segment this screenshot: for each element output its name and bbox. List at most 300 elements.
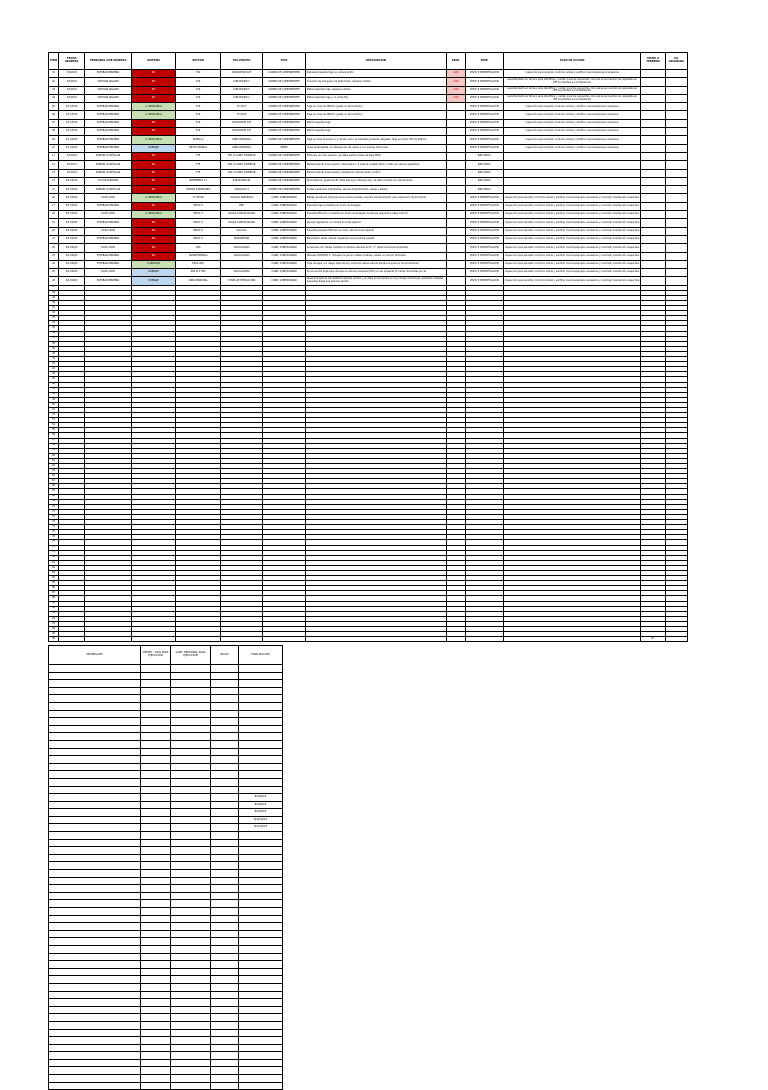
cell-prio bbox=[447, 260, 465, 268]
cell-fecha: 2/11/2023 bbox=[59, 128, 85, 136]
cell-oc bbox=[665, 86, 687, 94]
cell-item: 73 bbox=[49, 520, 59, 525]
materials-cell bbox=[141, 999, 171, 1007]
table-row bbox=[49, 277, 688, 285]
cell-item: 41 bbox=[49, 357, 59, 362]
cell-prio bbox=[447, 252, 465, 260]
cell-oc bbox=[665, 128, 687, 136]
materials-cell bbox=[211, 672, 239, 680]
cell-item: 31 bbox=[49, 306, 59, 311]
cell-sistema: RO bbox=[131, 186, 175, 194]
cell-desc: Mantenimiento línea superior (instalación válvula piloto y tubín) bbox=[305, 169, 447, 177]
materials-cell bbox=[141, 923, 171, 931]
cell-item: 57 bbox=[49, 438, 59, 443]
materials-cell bbox=[171, 839, 211, 847]
cell-tag: SUB-MATRIZ 81 bbox=[220, 177, 262, 185]
materials-cell bbox=[141, 900, 171, 908]
cell-item: 81 bbox=[49, 560, 59, 565]
log-header-cell: PLAN DE ACCIÓN bbox=[503, 53, 641, 70]
materials-cell bbox=[141, 1075, 171, 1083]
cell-visita bbox=[641, 86, 665, 94]
cell-fase: VISITA E IDENTIFICACIÓN bbox=[465, 277, 503, 285]
cell-tag: VÁLVULA/MAS bbox=[220, 252, 262, 260]
cell-tipo: COND. SUBESTANDAR bbox=[263, 277, 305, 285]
materials-cell bbox=[49, 999, 141, 1007]
cell-sistema: A. INDUSTRIAL bbox=[131, 211, 175, 219]
cell-item: 06 bbox=[49, 111, 59, 119]
cell-tag: SUB-MATRIZ 1 bbox=[220, 78, 262, 86]
materials-cell bbox=[211, 1082, 239, 1090]
cell-tipo: COND. SUBESTANDAR bbox=[263, 219, 305, 227]
cell-plan bbox=[503, 152, 641, 160]
cell-visita bbox=[641, 103, 665, 111]
cell-item: 18 bbox=[49, 211, 59, 219]
table-row bbox=[49, 885, 283, 893]
cell-fase: VISITA E IDENTIFICACIÓN bbox=[465, 235, 503, 243]
materials-cell: 8/12/2023 bbox=[239, 816, 283, 824]
materials-cell bbox=[211, 938, 239, 946]
cell-plan: Inspección para levantar condición actual y verificar insumos/equipos necesarios y coordinar mantención respectiva bbox=[503, 252, 641, 260]
table-row bbox=[49, 953, 283, 961]
table-row bbox=[49, 269, 688, 277]
materials-cell bbox=[49, 725, 141, 733]
table-row bbox=[49, 892, 283, 900]
cell-fecha: 8/13/2023 bbox=[59, 219, 85, 227]
cell-desc: Matriz presenta fuga y no corta flujo bbox=[305, 94, 447, 102]
cell-prio bbox=[447, 637, 465, 642]
materials-cell bbox=[141, 1037, 171, 1045]
materials-cell bbox=[239, 1014, 283, 1022]
cell-sector: TTP bbox=[176, 161, 220, 169]
materials-cell bbox=[171, 733, 211, 741]
cell-visita bbox=[641, 260, 665, 268]
cell-sistema: RO bbox=[131, 128, 175, 136]
materials-cell bbox=[239, 680, 283, 688]
cell-tipo: COND. SUBESTANDAR bbox=[263, 227, 305, 235]
cell-visita bbox=[641, 269, 665, 277]
materials-cell bbox=[171, 824, 211, 832]
materials-cell bbox=[239, 976, 283, 984]
cell-item: 42 bbox=[49, 362, 59, 367]
materials-cell bbox=[171, 847, 211, 855]
materials-cell bbox=[49, 718, 141, 726]
cell-fase: VISITA E IDENTIFICACIÓN bbox=[465, 136, 503, 144]
cell-tag: MANÓMETRO bbox=[220, 235, 262, 243]
cell-prio bbox=[447, 227, 465, 235]
cell-sistema: A. INDUSTRIAL bbox=[131, 194, 175, 202]
log-header-cell: PRIO. bbox=[447, 53, 465, 70]
materials-cell bbox=[49, 740, 141, 748]
cell-desc: Fuga de agua con riesgo (bajo techo), aumentó desde válvula bomba se quita en funcionamiento bbox=[305, 260, 447, 268]
cell-sector: TTP bbox=[176, 152, 220, 160]
materials-cell bbox=[49, 976, 141, 984]
cell-tag: TUNEL DE EXTRACCIÓN bbox=[220, 277, 262, 285]
materials-cell bbox=[239, 710, 283, 718]
materials-cell bbox=[211, 961, 239, 969]
cell-prio bbox=[447, 161, 465, 169]
materials-cell bbox=[49, 801, 141, 809]
cell-oc bbox=[665, 637, 687, 642]
cell-item: 56 bbox=[49, 433, 59, 438]
materials-cell bbox=[239, 999, 283, 1007]
cell-sector: TSP bbox=[176, 94, 220, 102]
table-row bbox=[49, 128, 688, 136]
cell-plan: Inspección para levantar condición actual y verificar insumos/equipos necesarios bbox=[503, 70, 641, 78]
materials-cell bbox=[211, 854, 239, 862]
table-row bbox=[49, 194, 688, 202]
materials-cell bbox=[171, 1067, 211, 1075]
cell-fase: VISITA E IDENTIFICACIÓN bbox=[465, 78, 503, 86]
materials-cell bbox=[141, 870, 171, 878]
cell-desc: Fuga en línea de 280mm (goteo en termofusión) bbox=[305, 111, 447, 119]
cell-sistema: RO bbox=[131, 252, 175, 260]
materials-cell bbox=[211, 862, 239, 870]
materials-cell bbox=[171, 999, 211, 1007]
cell-desc: Presenta pequeña filtración en tubín válvula línea superior bbox=[305, 227, 447, 235]
cell-prio bbox=[447, 177, 465, 185]
cell-tipo: CAMBIO DE COMPONENTES bbox=[263, 111, 305, 119]
materials-cell bbox=[171, 1044, 211, 1052]
cell-item: 76 bbox=[49, 535, 59, 540]
materials-header-cell: FINALIZACIÓN bbox=[239, 646, 283, 665]
cell-item: 64 bbox=[49, 474, 59, 479]
materials-cell bbox=[49, 794, 141, 802]
materials-cell bbox=[211, 892, 239, 900]
cell-plan: Inspección para levantar condición actual y verificar insumos/equipos necesarios bbox=[503, 144, 641, 152]
table-row bbox=[49, 718, 283, 726]
materials-cell bbox=[171, 877, 211, 885]
cell-fecha: 3/7/2023 bbox=[59, 161, 85, 169]
cell-fase: VISITA E IDENTIFICACIÓN bbox=[465, 119, 503, 127]
materials-cell bbox=[171, 710, 211, 718]
cell-tipo: COND. SUBESTANDAR bbox=[263, 260, 305, 268]
cell-plan: Levantamiento en terreno para identificar y validar insumos requeridos. Una vez se encuentren los repuestos en VPF se planifica su normalización bbox=[503, 94, 641, 102]
cell-item: 12 bbox=[49, 161, 59, 169]
table-row bbox=[49, 86, 688, 94]
log-header-cell: TAG EQUIPO bbox=[220, 53, 262, 70]
materials-cell bbox=[211, 710, 239, 718]
cell-tipo: CAMBIO DE COMPONENTES bbox=[263, 86, 305, 94]
table-row bbox=[49, 771, 283, 779]
materials-cell bbox=[171, 680, 211, 688]
cell-item: 68 bbox=[49, 494, 59, 499]
table-row bbox=[49, 877, 283, 885]
materials-cell bbox=[49, 915, 141, 923]
cell-item: 02 bbox=[49, 78, 59, 86]
materials-cell bbox=[49, 953, 141, 961]
materials-cell bbox=[141, 695, 171, 703]
materials-header-cell: MATERIALES bbox=[49, 646, 141, 665]
materials-cell bbox=[171, 801, 211, 809]
cell-visita bbox=[641, 70, 665, 78]
materials-cell bbox=[171, 900, 211, 908]
cell-plan: Inspección para levantar condición actual y verificar insumos/equipos necesarios y coordinar mantención respectiva bbox=[503, 235, 641, 243]
cell-prio bbox=[447, 169, 465, 177]
materials-cell bbox=[239, 983, 283, 991]
cell-sector: EPOS 2RO bbox=[176, 260, 220, 268]
cell-item: 14 bbox=[49, 177, 59, 185]
materials-cell bbox=[211, 908, 239, 916]
cell-oc bbox=[665, 70, 687, 78]
materials-cell bbox=[49, 1029, 141, 1037]
table-row bbox=[49, 908, 283, 916]
cell-sector: DESTO PRONOL bbox=[176, 144, 220, 152]
cell-tipo: CAMBIO DE COMPONENTES bbox=[263, 70, 305, 78]
cell-tag: LINEA PRINCIPAL bbox=[220, 144, 262, 152]
materials-cell bbox=[239, 756, 283, 764]
materials-cell bbox=[171, 1082, 211, 1090]
cell-fecha: 3/3/2023 bbox=[59, 70, 85, 78]
materials-cell bbox=[49, 1067, 141, 1075]
materials-cell bbox=[49, 930, 141, 938]
table-row bbox=[49, 816, 283, 824]
cell-personal: ESTEBAN HERRERA bbox=[85, 70, 132, 78]
cell-fecha: 8/13/2023 bbox=[59, 177, 85, 185]
cell-item: 86 bbox=[49, 586, 59, 591]
cell-desc: Sabinete presenta fuga en válvula piloto bbox=[305, 70, 447, 78]
cell-prio bbox=[447, 119, 465, 127]
cell-plan bbox=[503, 637, 641, 642]
cell-sector: CMS bbox=[176, 244, 220, 252]
materials-cell bbox=[49, 847, 141, 855]
materials-cell bbox=[171, 725, 211, 733]
table-row bbox=[49, 900, 283, 908]
cell-item: 46 bbox=[49, 382, 59, 387]
table-row bbox=[49, 740, 283, 748]
materials-cell bbox=[49, 1014, 141, 1022]
materials-cell bbox=[49, 961, 141, 969]
cell-plan: Inspección para levantar condición actual y verificar insumos/equipos necesarios y coordinar mantención respectiva bbox=[503, 227, 641, 235]
cell-oc bbox=[665, 144, 687, 152]
cell-visita bbox=[641, 128, 665, 136]
materials-cell bbox=[171, 1006, 211, 1014]
table-row bbox=[49, 244, 688, 252]
materials-cell bbox=[49, 892, 141, 900]
cell-visita bbox=[641, 177, 665, 185]
cell-sector: TSP bbox=[176, 103, 220, 111]
cell-item: 67 bbox=[49, 489, 59, 494]
materials-cell bbox=[171, 718, 211, 726]
cell-oc bbox=[665, 78, 687, 86]
table-row bbox=[49, 748, 283, 756]
materials-cell bbox=[49, 748, 141, 756]
cell-desc: Rebaje de válvula mariposa se encuentra suelta, requiere mantenimiento para reparación de tornillería bbox=[305, 194, 447, 202]
cell-personal: MANUEL QUINTILLAN bbox=[85, 186, 132, 194]
cell-sistema: DRENAJE bbox=[131, 144, 175, 152]
materials-cell bbox=[211, 702, 239, 710]
cell-desc: Matriz presenta fuga bbox=[305, 119, 447, 127]
materials-cell: 8/6/2023 bbox=[239, 809, 283, 817]
cell-visita bbox=[641, 277, 665, 285]
cell-fecha: 8/13/2023 bbox=[59, 186, 85, 194]
materials-cell bbox=[49, 877, 141, 885]
table-row bbox=[49, 1052, 283, 1060]
cell-item: 44 bbox=[49, 372, 59, 377]
materials-table bbox=[48, 645, 283, 1090]
cell-fecha: 8/13/2023 bbox=[59, 227, 85, 235]
materials-cell bbox=[49, 809, 141, 817]
cell-personal: ELIAS LEON bbox=[85, 211, 132, 219]
materials-cell bbox=[211, 665, 239, 673]
materials-cell bbox=[171, 885, 211, 893]
materials-cell bbox=[141, 756, 171, 764]
cell-plan bbox=[503, 186, 641, 194]
table-row bbox=[49, 923, 283, 931]
log-header-cell: PERSONAL QUE INGRESA bbox=[85, 53, 132, 70]
cell-prio bbox=[447, 244, 465, 252]
cell-fecha: 3/7/2023 bbox=[59, 152, 85, 160]
cell-sistema: RO bbox=[131, 119, 175, 127]
materials-cell bbox=[171, 915, 211, 923]
cell-item: 24 bbox=[49, 260, 59, 268]
cell-item: 25 bbox=[49, 269, 59, 277]
cell-fase: VISITA E IDENTIFICACIÓN bbox=[465, 70, 503, 78]
cell-fecha: 8/13/2023 bbox=[59, 202, 85, 210]
cell-sector: ERP Nº3 bbox=[176, 219, 220, 227]
cell-prio bbox=[447, 186, 465, 194]
cell-tag: ALMACIGO 3 bbox=[220, 186, 262, 194]
cell-item: 36 bbox=[49, 331, 59, 336]
materials-cell bbox=[211, 680, 239, 688]
cell-tipo: CAMBIO DE COMPONENTES bbox=[263, 186, 305, 194]
materials-cell bbox=[49, 733, 141, 741]
materials-cell bbox=[211, 801, 239, 809]
materials-cell bbox=[239, 961, 283, 969]
materials-cell bbox=[49, 862, 141, 870]
cell-personal: ESTEBAN HERRERA bbox=[85, 111, 132, 119]
table-row bbox=[49, 111, 688, 119]
log-header-cell: FASE bbox=[465, 53, 503, 70]
materials-cell bbox=[141, 1044, 171, 1052]
materials-cell bbox=[49, 763, 141, 771]
cell-personal bbox=[85, 637, 132, 642]
cell-plan: Inspección para levantar condición actual y verificar insumos/equipos necesarios bbox=[503, 128, 641, 136]
materials-cell bbox=[239, 665, 283, 673]
materials-cell bbox=[49, 665, 141, 673]
materials-cell bbox=[49, 710, 141, 718]
cell-oc bbox=[665, 235, 687, 243]
table-row bbox=[49, 824, 283, 832]
cell-tipo: CAMBIO DE COMPONENTES bbox=[263, 177, 305, 185]
cell-item: 62 bbox=[49, 464, 59, 469]
cell-visita: Nº bbox=[641, 637, 665, 642]
materials-cell bbox=[211, 832, 239, 840]
cell-prio bbox=[447, 194, 465, 202]
cell-item: 27 bbox=[49, 285, 59, 290]
cell-fecha: 2/11/2023 bbox=[59, 103, 85, 111]
cell-personal: ELIAS LEON bbox=[85, 227, 132, 235]
materials-cell bbox=[239, 1021, 283, 1029]
cell-plan: Levantamiento en terreno para identificar y validar insumos requeridos. Una vez se encuentren los repuestos en VPF se planifica su normalización bbox=[503, 78, 641, 86]
table-row bbox=[49, 211, 688, 219]
cell-item: 88 bbox=[49, 596, 59, 601]
materials-cell bbox=[49, 968, 141, 976]
cell-fecha: 8/13/2023 bbox=[59, 244, 85, 252]
materials-cell bbox=[141, 1021, 171, 1029]
materials-cell bbox=[239, 725, 283, 733]
cell-tag: VALVULA REGULADORA bbox=[220, 211, 262, 219]
materials-cell bbox=[171, 961, 211, 969]
table-row bbox=[49, 1014, 283, 1022]
materials-cell bbox=[211, 877, 239, 885]
cell-item: 13 bbox=[49, 169, 59, 177]
log-header-cell: ÍTEM bbox=[49, 53, 59, 70]
cell-item: 51 bbox=[49, 407, 59, 412]
cell-oc bbox=[665, 269, 687, 277]
materials-cell bbox=[211, 1029, 239, 1037]
cell-item: 16 bbox=[49, 194, 59, 202]
cell-oc bbox=[665, 152, 687, 160]
table-row bbox=[49, 1082, 283, 1090]
materials-cell bbox=[171, 695, 211, 703]
materials-cell bbox=[49, 1059, 141, 1067]
cell-personal: VICTOR RODENAS bbox=[85, 177, 132, 185]
materials-cell bbox=[239, 938, 283, 946]
cell-tag: VALVULA MARIPOSA bbox=[220, 194, 262, 202]
cell-tag: SUB-MATRIZ 5 bbox=[220, 86, 262, 94]
table-row bbox=[49, 847, 283, 855]
cell-item: 34 bbox=[49, 321, 59, 326]
cell-plan: Inspección para levantar condición actual y verificar insumos/equipos necesarios bbox=[503, 111, 641, 119]
materials-cell bbox=[141, 892, 171, 900]
log-header-cell: TIPO bbox=[263, 53, 305, 70]
materials-cell bbox=[141, 908, 171, 916]
materials-cell bbox=[141, 1006, 171, 1014]
cell-personal: ESTEBAN HERRERA bbox=[85, 119, 132, 127]
table-row bbox=[49, 968, 283, 976]
materials-cell bbox=[141, 824, 171, 832]
cell-plan: Inspección para levantar condición actual y verificar insumos/equipos necesarios y coordinar mantención respectiva bbox=[503, 277, 641, 285]
cell-fecha: 8/13/2023 bbox=[59, 252, 85, 260]
materials-cell bbox=[141, 771, 171, 779]
cell-desc: Línea desacoplada, en intersección de rampa C con polines del acceso bbox=[305, 144, 447, 152]
cell-fecha bbox=[59, 637, 85, 642]
materials-cell: 8/6/2023 bbox=[239, 801, 283, 809]
cell-item: 01 bbox=[49, 70, 59, 78]
cell-plan: Inspección para levantar condición actual y verificar insumos/equipos necesarios bbox=[503, 136, 641, 144]
materials-cell bbox=[141, 794, 171, 802]
materials-cell bbox=[171, 870, 211, 878]
cell-fecha: 8/13/2023 bbox=[59, 277, 85, 285]
cell-sistema: DRENAJE bbox=[131, 277, 175, 285]
cell-item: 59 bbox=[49, 448, 59, 453]
materials-cell bbox=[141, 672, 171, 680]
materials-cell bbox=[141, 710, 171, 718]
cell-item: 69 bbox=[49, 499, 59, 504]
materials-cell bbox=[141, 1052, 171, 1060]
materials-cell bbox=[211, 687, 239, 695]
cell-visita bbox=[641, 235, 665, 243]
materials-cell bbox=[49, 816, 141, 824]
materials-cell bbox=[211, 976, 239, 984]
materials-cell bbox=[141, 763, 171, 771]
table-row bbox=[49, 733, 283, 741]
cell-prio bbox=[447, 235, 465, 243]
cell-oc bbox=[665, 211, 687, 219]
table-row bbox=[49, 991, 283, 999]
cell-item: 20 bbox=[49, 227, 59, 235]
materials-cell bbox=[239, 702, 283, 710]
cell-item: 48 bbox=[49, 392, 59, 397]
table-row bbox=[49, 930, 283, 938]
cell-item: 03 bbox=[49, 86, 59, 94]
materials-cell bbox=[211, 968, 239, 976]
materials-cell bbox=[211, 983, 239, 991]
materials-cell bbox=[141, 832, 171, 840]
materials-cell bbox=[49, 687, 141, 695]
table-row bbox=[49, 763, 283, 771]
materials-cell bbox=[171, 786, 211, 794]
